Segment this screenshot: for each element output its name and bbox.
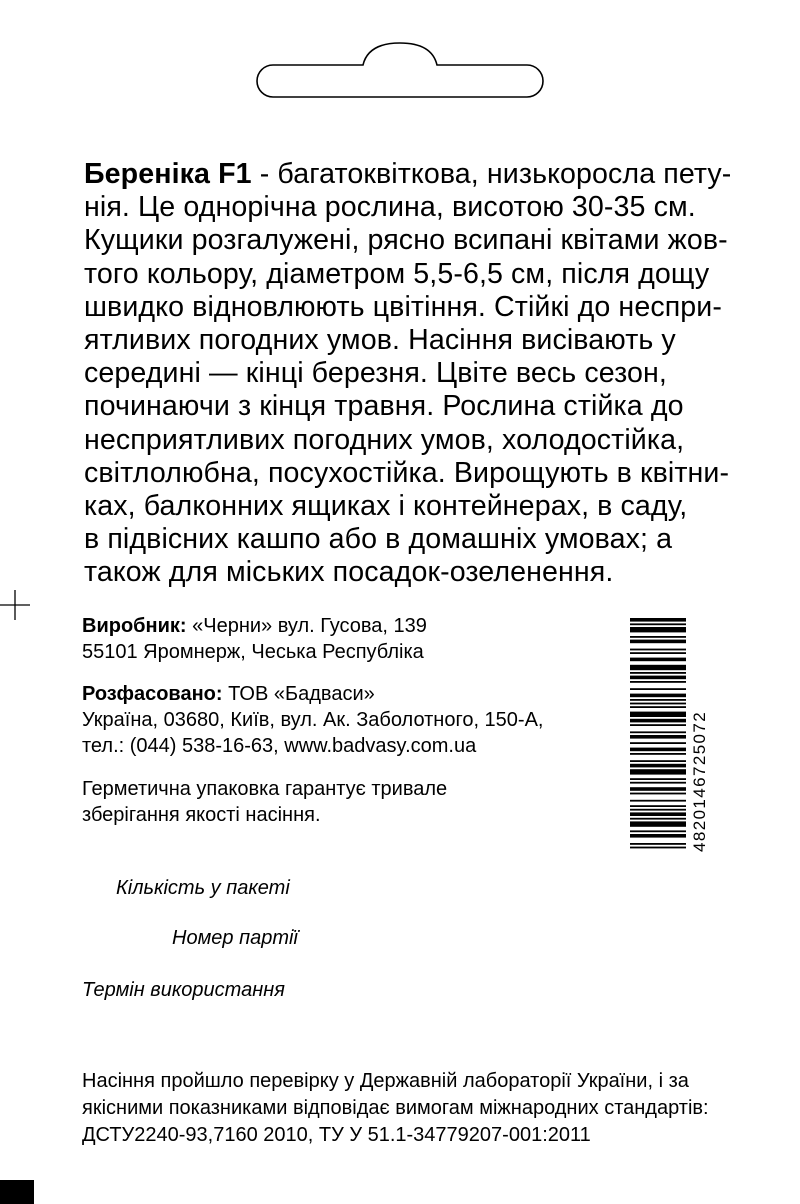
barcode-bar xyxy=(630,658,686,662)
description-line: також для міських посадок-озеленення. xyxy=(84,556,614,589)
product-name: Береніка F1 xyxy=(84,158,252,190)
producer-label: Виробник: xyxy=(82,615,187,637)
barcode-bar xyxy=(630,623,686,625)
barcode-bar xyxy=(630,787,686,791)
expiry-field-label: Термін використання xyxy=(82,979,285,1001)
barcode-bar xyxy=(630,821,686,826)
barcode-bar xyxy=(630,769,686,774)
barcode-bar xyxy=(630,805,686,807)
barcode-bar xyxy=(630,830,686,832)
barcode-bar xyxy=(630,652,686,654)
packer-line xyxy=(82,681,543,707)
print-registration-square xyxy=(0,1180,34,1204)
description-line: ках, балконних ящиках і контейнерах, в саду, xyxy=(84,490,688,523)
description-line: ятливих погодних умов. Насіння висівають у xyxy=(84,324,676,357)
barcode-bar xyxy=(630,764,686,768)
description-line: нія. Це однорічна рослина, висотою 30-35 см. xyxy=(84,191,696,224)
barcode-bar xyxy=(630,681,686,683)
barcode-bar xyxy=(630,812,686,816)
barcode-digits: 4820146725072 xyxy=(690,710,709,852)
barcode-bar xyxy=(630,748,686,752)
hanger-slot-outline xyxy=(245,42,555,98)
storage-line: зберігання якості насіння. xyxy=(82,804,321,826)
packer-info xyxy=(82,681,543,759)
barcode-bar xyxy=(630,847,686,849)
barcode-bar xyxy=(630,712,686,717)
barcode-bar xyxy=(630,800,686,802)
barcode-bar xyxy=(630,809,686,811)
barcode-bar xyxy=(630,636,686,638)
description-line: в підвісних кашпо або в домашніх умовах; а xyxy=(84,523,673,556)
certification-line: якісними показниками відповідає вимогам міжнародних стандартів: xyxy=(82,1097,709,1119)
description-line: того кольору, діаметром 5,5-6,5 см, після дощу xyxy=(84,257,710,290)
certification-note xyxy=(82,1068,709,1149)
barcode-bar xyxy=(630,676,686,680)
description-line: починаючи з кінця травня. Рослина стійка до xyxy=(84,390,684,423)
description-line: світлолюбна, посухостійка. Вирощують в квітни- xyxy=(84,456,730,489)
barcode-bar xyxy=(630,782,686,784)
barcode-bar xyxy=(630,818,686,820)
barcode-bar xyxy=(630,694,686,698)
producer-line xyxy=(82,613,427,639)
barcode-bar xyxy=(630,688,686,690)
quantity-field-label: Кількість у пакеті xyxy=(116,877,290,899)
barcode-bar xyxy=(630,649,686,651)
barcode-bar xyxy=(630,719,686,723)
barcode-bar xyxy=(630,843,686,845)
barcode-bar xyxy=(630,703,686,705)
barcode-bar xyxy=(630,793,686,795)
barcode-bar xyxy=(630,699,686,701)
barcode-bar xyxy=(630,753,686,755)
packer-address: Україна, 03680, Київ, вул. Ак. Заболотного, 150-А, xyxy=(82,709,544,731)
packer-contacts: тел.: (044) 538-16-63, www.badvasy.com.ua xyxy=(82,735,477,757)
description-first-line-text: - багатоквіткова, низькоросла пету- xyxy=(251,158,732,190)
barcode-bar xyxy=(630,706,686,708)
barcode-bar xyxy=(630,665,686,670)
product-description xyxy=(84,158,732,590)
packer-label: Розфасовано: xyxy=(82,683,223,705)
packer-name: ТОВ «Бадваси» xyxy=(222,683,375,705)
description-line: несприятливих погодних умов, холодостійка, xyxy=(84,423,685,456)
barcode-bar xyxy=(630,735,686,739)
barcode-bar xyxy=(630,731,686,733)
batch-number-field-label: Номер партії xyxy=(172,927,298,949)
storage-note xyxy=(82,776,447,828)
barcode-bar xyxy=(630,672,686,674)
description-line: швидко відновлюють цвітіння. Стійкі до неспри- xyxy=(84,290,723,323)
barcode-bar xyxy=(630,640,686,644)
producer-address: 55101 Яромнерж, Чеська Республіка xyxy=(82,641,424,663)
barcode-bar xyxy=(630,834,686,838)
storage-line: Герметична упаковка гарантує тривале xyxy=(82,778,448,800)
barcode-bar xyxy=(630,618,686,622)
certification-standards: ДСТУ2240-93,7160 2010, ТУ У 51.1-34779207-001:2011 xyxy=(82,1124,591,1146)
producer-name: «Черни» вул. Гусова, 139 xyxy=(186,615,427,637)
barcode-bar xyxy=(630,760,686,762)
barcode-bar xyxy=(630,742,686,744)
certification-line: Насіння пройшло перевірку у Державній лабораторії України, і за xyxy=(82,1070,689,1092)
barcode-bar xyxy=(630,778,686,780)
crop-mark-icon xyxy=(0,590,34,624)
producer-info xyxy=(82,613,427,665)
barcode-bar xyxy=(630,724,686,726)
description-line xyxy=(84,158,732,191)
description-line: середині — кінці березня. Цвіте весь сезон, xyxy=(84,357,667,390)
description-line: Кущики розгалужені, рясно всипані квітами жов- xyxy=(84,224,728,257)
barcode-bar xyxy=(630,627,686,632)
